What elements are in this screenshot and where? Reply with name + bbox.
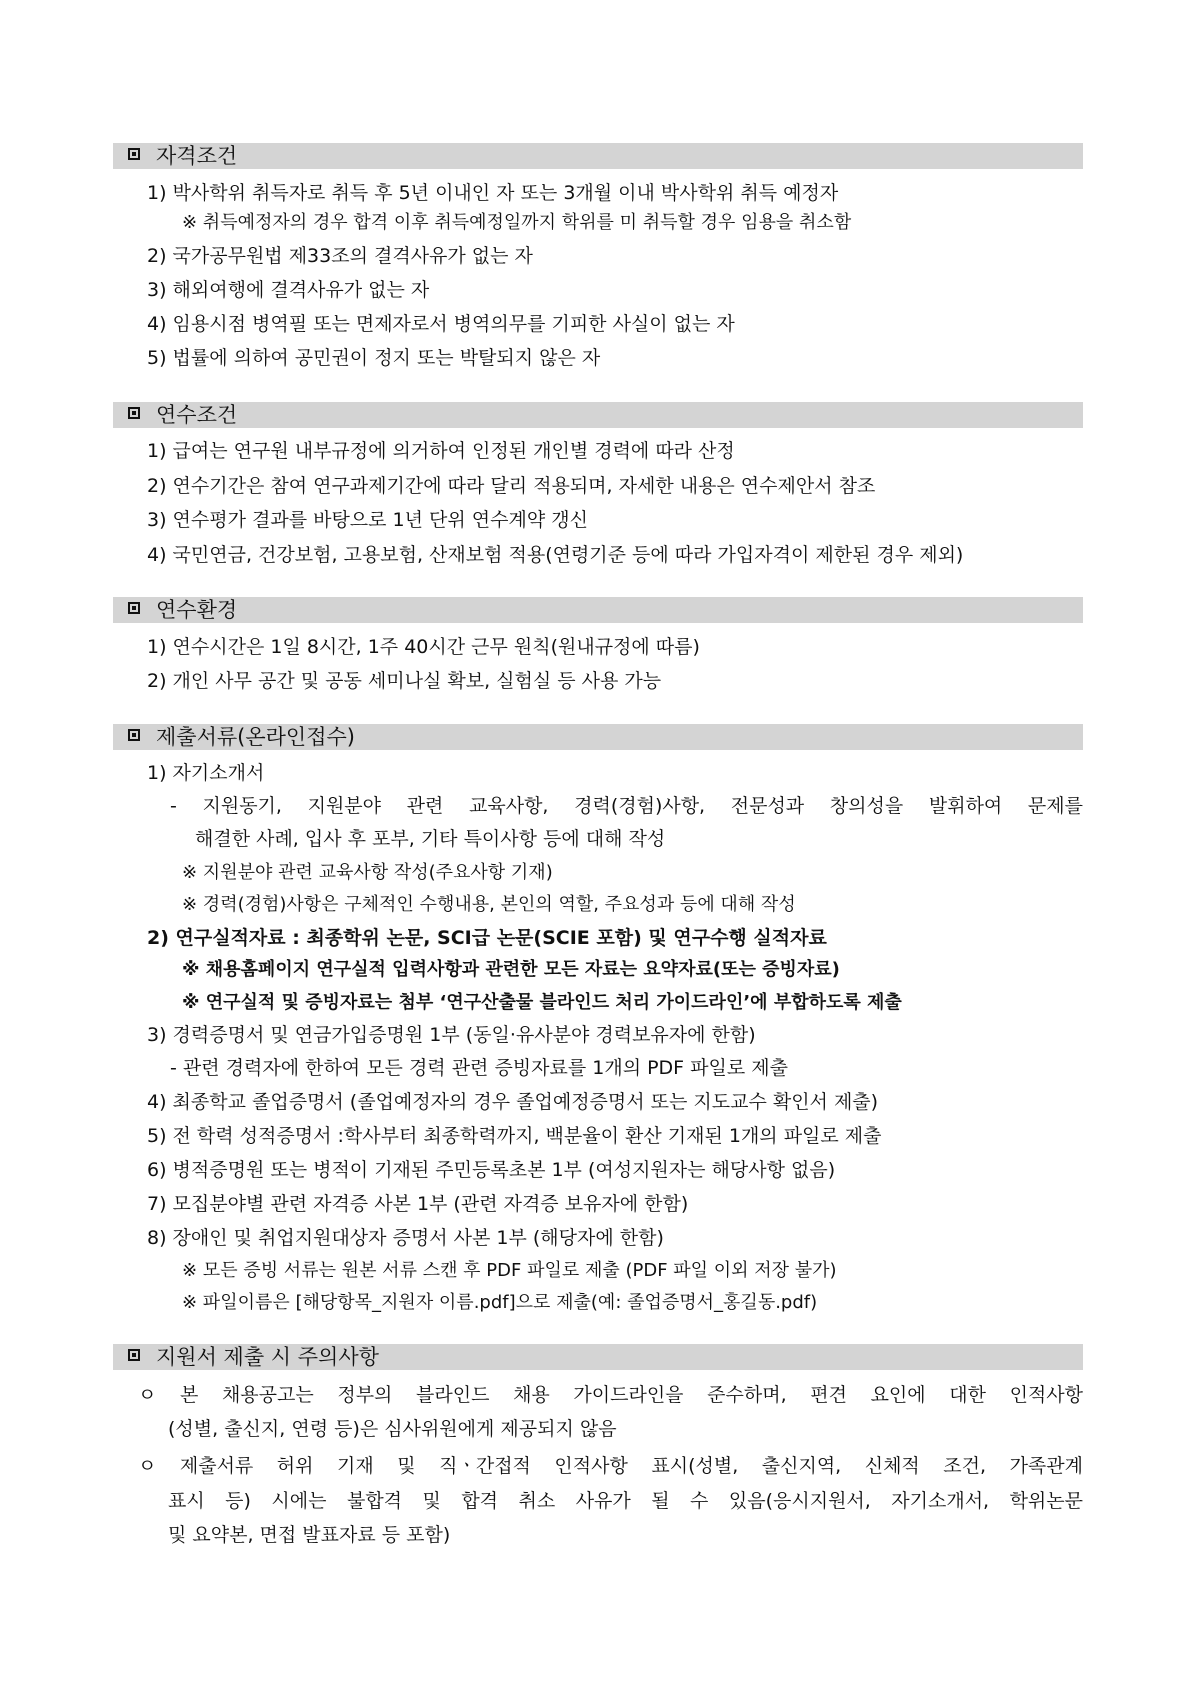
list-item: 1) 박사학위 취득자로 취득 후 5년 이내인 자 또는 3개월 이내 박사학위 취득 예정자 xyxy=(147,182,839,204)
list-item: 1) 자기소개서 xyxy=(147,762,265,784)
list-item: 5) 전 학력 성적증명서 :학사부터 최종학력까지, 백분율이 환산 기재된 1개의 파일로 제출 xyxy=(147,1125,882,1147)
list-item: 5) 법률에 의하여 공민권이 정지 또는 박탈되지 않은 자 xyxy=(147,347,601,369)
section-header xyxy=(113,597,1083,623)
list-item-continuation: (성별, 출신지, 연령 등)은 심사위원에게 제공되지 않음 xyxy=(168,1418,617,1440)
section-header xyxy=(113,724,1083,750)
list-item-continuation: 표시 등) 시에는 불합격 및 합격 취소 사유가 될 수 있음(응시지원서, 자기소개서, 학위논문 xyxy=(168,1490,1083,1512)
square-bullet-icon xyxy=(128,602,140,614)
list-item: 2) 개인 사무 공간 및 공동 세미나실 확보, 실험실 등 사용 가능 xyxy=(147,670,662,692)
list-item: 8) 장애인 및 취업지원대상자 증명서 사본 1부 (해당자에 한함) xyxy=(147,1227,664,1249)
list-item: 1) 연수시간은 1일 8시간, 1주 40시간 근무 원칙(원내규정에 따름) xyxy=(147,636,700,658)
list-item: 4) 임용시점 병역필 또는 면제자로서 병역의무를 기피한 사실이 없는 자 xyxy=(147,313,735,335)
section-header xyxy=(113,402,1083,428)
list-item: 2) 국가공무원법 제33조의 결격사유가 없는 자 xyxy=(147,245,533,267)
list-item: 4) 최종학교 졸업증명서 (졸업예정자의 경우 졸업예정증명서 또는 지도교수 확인서 제출) xyxy=(147,1091,879,1113)
section-title: 지원서 제출 시 주의사항 xyxy=(156,1345,379,1369)
section-title: 자격조건 xyxy=(156,144,238,168)
list-item: 2) 연수기간은 참여 연구과제기간에 따라 달리 적용되며, 자세한 내용은 연수제안서 참조 xyxy=(147,475,876,497)
note-item-bold: ※ 연구실적 및 증빙자료는 첨부 ‘연구산출물 블라인드 처리 가이드라인’에 부합하도록 제출 xyxy=(182,992,902,1013)
square-bullet-icon xyxy=(128,407,140,419)
square-bullet-icon xyxy=(128,1349,140,1361)
section-header xyxy=(113,143,1083,169)
section-header xyxy=(113,1344,1083,1370)
list-item: 3) 해외여행에 결격사유가 없는 자 xyxy=(147,279,430,301)
sub-item-continuation: 해결한 사례, 입사 후 포부, 기타 특이사항 등에 대해 작성 xyxy=(195,828,666,850)
note-item: ※ 경력(경험)사항은 구체적인 수행내용, 본인의 역할, 주요성과 등에 대해 작성 xyxy=(182,894,796,915)
section-submission-documents xyxy=(113,724,1083,750)
list-item: 6) 병적증명원 또는 병적이 기재된 주민등록초본 1부 (여성지원자는 해당사항 없음) xyxy=(147,1159,836,1181)
list-item: 3) 연수평가 결과를 바탕으로 1년 단위 연수계약 갱신 xyxy=(147,509,588,531)
sub-item: - 관련 경력자에 한하여 모든 경력 관련 증빙자료를 1개의 PDF 파일로 제출 xyxy=(170,1057,788,1079)
list-item: 1) 급여는 연구원 내부규정에 의거하여 인정된 개인별 경력에 따라 산정 xyxy=(147,440,735,462)
note-item: ※ 파일이름은 [해당항목_지원자 이름.pdf]으로 제출(예: 졸업증명서_홍길동.pdf) xyxy=(182,1292,818,1313)
square-bullet-icon xyxy=(128,729,140,741)
list-item: 4) 국민연금, 건강보험, 고용보험, 산재보험 적용(연령기준 등에 따라 가입자격이 제한된 경우 제외) xyxy=(147,544,964,566)
section-eligibility xyxy=(113,143,1083,169)
list-item: ㅇ 본 채용공고는 정부의 블라인드 채용 가이드라인을 준수하며, 편견 요인에 대한 인적사항 xyxy=(138,1384,1083,1406)
note-item-bold: ※ 채용홈페이지 연구실적 입력사항과 관련한 모든 자료는 요약자료(또는 증빙자료) xyxy=(182,959,840,980)
section-training-conditions xyxy=(113,402,1083,428)
section-title: 제출서류(온라인접수) xyxy=(156,725,355,749)
section-application-notes xyxy=(113,1344,1083,1370)
note-item: ※ 취득예정자의 경우 합격 이후 취득예정일까지 학위를 미 취득할 경우 임용을 취소함 xyxy=(182,212,852,233)
list-item: 3) 경력증명서 및 연금가입증명원 1부 (동일·유사분야 경력보유자에 한함) xyxy=(147,1024,756,1046)
sub-item: - 지원동기, 지원분야 관련 교육사항, 경력(경험)사항, 전문성과 창의성을 발휘하여 문제를 xyxy=(170,795,1083,817)
list-item-continuation: 및 요약본, 면접 발표자료 등 포함) xyxy=(168,1524,451,1546)
section-title: 연수조건 xyxy=(156,403,238,427)
square-bullet-icon xyxy=(128,148,140,160)
list-item: ㅇ 제출서류 허위 기재 및 직ㆍ간접적 인적사항 표시(성별, 출신지역, 신체적 조건, 가족관계 xyxy=(138,1455,1083,1477)
note-item: ※ 모든 증빙 서류는 원본 서류 스캔 후 PDF 파일로 제출 (PDF 파일 이외 저장 불가) xyxy=(182,1260,837,1281)
section-title: 연수환경 xyxy=(156,598,238,622)
note-item: ※ 지원분야 관련 교육사항 작성(주요사항 기재) xyxy=(182,862,553,883)
list-item: 7) 모집분야별 관련 자격증 사본 1부 (관련 자격증 보유자에 한함) xyxy=(147,1193,689,1215)
section-training-environment xyxy=(113,597,1083,623)
list-item-bold: 2) 연구실적자료 : 최종학위 논문, SCI급 논문(SCIE 포함) 및 연구수행 실적자료 xyxy=(147,927,827,949)
